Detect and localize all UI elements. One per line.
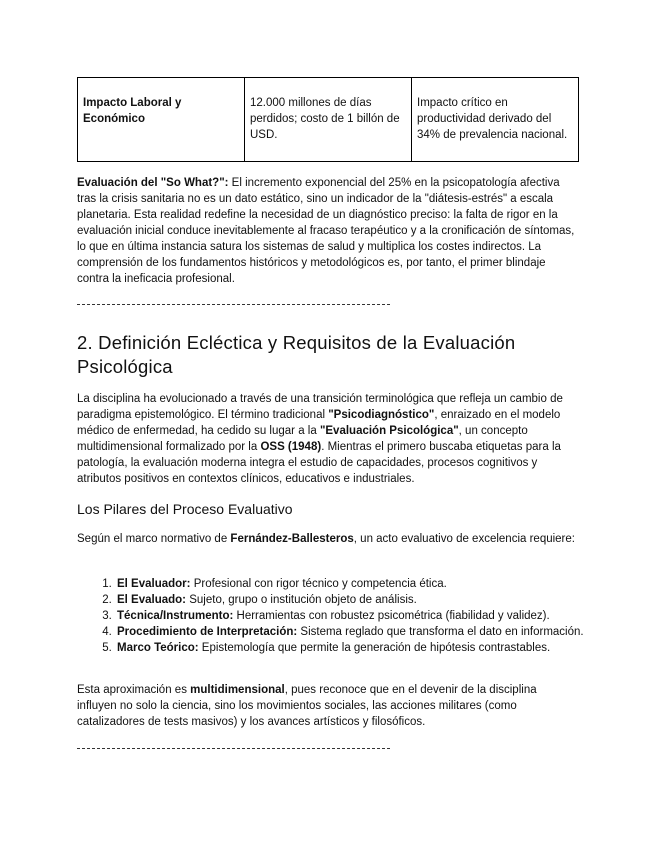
so-what-paragraph: [77, 175, 579, 287]
term-oss: OSS (1948): [260, 441, 322, 453]
pillars-list: [77, 576, 615, 656]
table-cell-impact: Impacto crítico en productividad derivado del 34% de prevalencia nacional.: [412, 78, 579, 162]
term-psicodiagnostico: "Psicodiagnóstico": [328, 409, 435, 421]
section-title: 2. Definición Ecléctica y Requisitos de la Evaluación Psicológica: [77, 332, 516, 377]
pillar-term: Técnica/Instrumento:: [117, 610, 234, 622]
pillar-desc: Sujeto, grupo o institución objeto de análisis.: [186, 594, 417, 606]
so-what-text: El incremento exponencial del 25% en la psicopatología afectiva tras la crisis sanitaria no es un dato estático, sino un indicador de la "diátesis-estrés" a escala planetaria. Esta realidad redefine la necesidad de un diagnóstico preciso: la falta de rigor en la evaluación inicial conduce inevitablemente al fracaso terapéutico y a la cronificación de síntomas, lo que en última instancia satura los sistemas de salud y multiplica los costes indirectos. La comprensión de los fundamentos históricos y metodológicos es, por tanto, el primer blindaje contra la ineficacia profesional.: [77, 177, 575, 285]
closing-text-1: Esta aproximación es: [77, 684, 191, 696]
pillars-lead-text-2: , un acto evaluativo de excelencia requiere:: [353, 533, 575, 545]
pillar-term: El Evaluado:: [117, 594, 187, 606]
list-item: [115, 576, 615, 592]
section-divider: [77, 748, 390, 749]
table-cell-cost: 12.000 millones de días perdidos; costo de 1 billón de USD.: [245, 78, 412, 162]
pillar-term: Marco Teórico:: [117, 642, 199, 654]
table-row: [78, 78, 579, 162]
list-item: [115, 640, 615, 656]
pillar-term: Procedimiento de Interpretación:: [117, 626, 298, 638]
term-multidimensional: multidimensional: [190, 684, 285, 696]
pillars-lead-paragraph: [77, 531, 579, 547]
list-item: [115, 624, 615, 640]
closing-paragraph: [77, 682, 579, 730]
closing-text-2: , pues reconoce que en el devenir de la disciplina influyen no solo la ciencia, sino los movimientos sociales, las acciones militares (como catalizadores de tests masivos) y los avances artísticos y filosóficos.: [77, 684, 537, 728]
section-divider: [77, 304, 390, 305]
intro-text-4: . Mientras el primero buscaba etiquetas para la patología, la evaluación moderna integra el estudio de capacidades, procesos cognitivos y atributos positivos en contextos clínicos, educativos e industriales.: [77, 441, 561, 485]
pillars-lead-text-1: Según el marco normativo de: [77, 533, 231, 545]
pillar-term: El Evaluador:: [117, 578, 191, 590]
term-evaluacion-psicologica: "Evaluación Psicológica": [319, 425, 459, 437]
author-name: Fernández-Ballesteros: [230, 533, 354, 545]
list-item: [115, 608, 615, 624]
intro-paragraph: [77, 391, 579, 487]
list-item: [115, 592, 615, 608]
impact-table: [77, 77, 579, 162]
pillar-desc: Sistema reglado que transforma el dato en información.: [297, 626, 584, 638]
so-what-label: Evaluación del "So What?":: [77, 177, 229, 189]
intro-text-3: , un concepto multidimensional formalizado por la: [77, 425, 528, 453]
subsection-title: Los Pilares del Proceso Evaluativo: [77, 501, 293, 517]
pillar-desc: Epistemología que permite la generación de hipótesis contrastables.: [198, 642, 551, 654]
intro-text-2: , enraizado en el modelo médico de enfermedad, ha cedido su lugar a la: [77, 409, 561, 437]
pillar-desc: Herramientas con robustez psicométrica (fiabilidad y validez).: [233, 610, 550, 622]
intro-text-1: La disciplina ha evolucionado a través de una transición terminológica que refleja un cambio de paradigma epistemológico. El término tradicional: [77, 393, 563, 421]
table-cell-label: Impacto Laboral y Económico: [78, 78, 245, 162]
pillar-desc: Profesional con rigor técnico y competencia ética.: [190, 578, 447, 590]
